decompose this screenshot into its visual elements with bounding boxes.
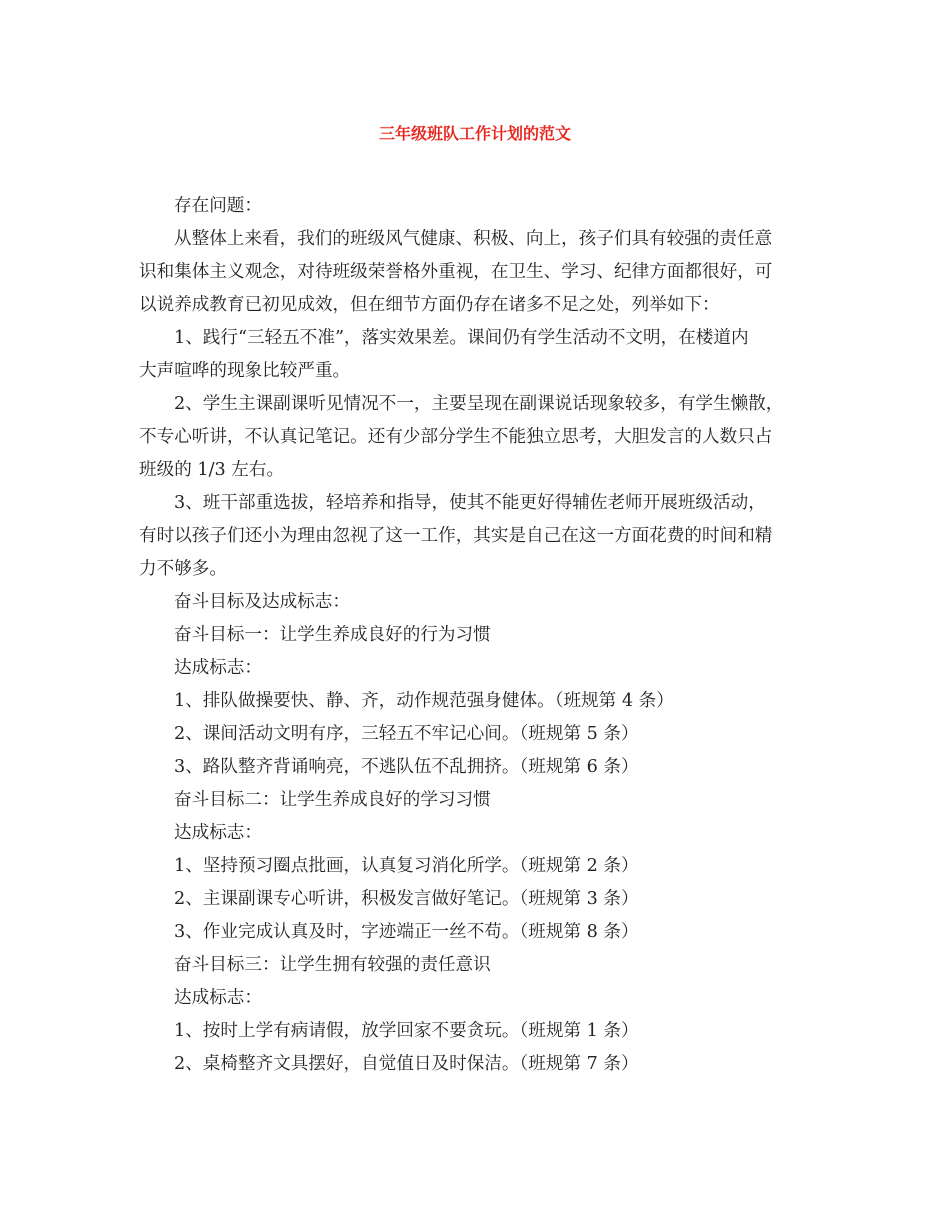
text-line: 存在问题： <box>174 196 262 216</box>
text-line: 有时以孩子们还小为理由忽视了这一工作，其实是自己在这一方面花费的时间和精 <box>139 526 773 546</box>
document-body <box>139 190 829 1081</box>
document-title: 三年级班队工作计划的范文 <box>378 124 571 143</box>
text-line: 不专心听讲，不认真记笔记。还有少部分学生不能独立思考，大胆发言的人数只占 <box>139 427 773 447</box>
text-line: 2、桌椅整齐文具摆好，自觉值日及时保洁。（班规第 7 条） <box>174 1054 639 1074</box>
text-line: 1、排队做操要快、静、齐，动作规范强身健体。（班规第 4 条） <box>174 691 674 711</box>
text-line: 1、践行“三轻五不准”，落实效果差。课间仍有学生活动不文明，在楼道内 <box>174 328 749 348</box>
text-line: 大声喧哗的现象比较严重。 <box>139 361 351 381</box>
text-line: 达成标志： <box>174 823 262 843</box>
text-line: 1、按时上学有病请假，放学回家不要贪玩。（班规第 1 条） <box>174 1021 639 1041</box>
text-line: 力不够多。 <box>139 559 227 579</box>
text-line: 3、班干部重选拔，轻培养和指导，使其不能更好得辅佐老师开展班级活动， <box>174 493 766 513</box>
text-line: 达成标志： <box>174 658 262 678</box>
text-line: 3、作业完成认真及时，字迹端正一丝不苟。（班规第 8 条） <box>174 922 639 942</box>
text-line: 达成标志： <box>174 988 262 1008</box>
text-line: 2、课间活动文明有序，三轻五不牢记心间。（班规第 5 条） <box>174 724 639 744</box>
text-line: 奋斗目标三：让学生拥有较强的责任意识 <box>174 955 491 975</box>
text-line: 班级的 1/3 左右。 <box>139 460 285 480</box>
text-line: 奋斗目标一：让学生养成良好的行为习惯 <box>174 625 491 645</box>
text-line: 2、学生主课副课听见情况不一，主要呈现在副课说话现象较多，有学生懒散， <box>174 394 784 414</box>
text-line: 识和集体主义观念，对待班级荣誉格外重视，在卫生、学习、纪律方面都很好，可 <box>139 262 773 282</box>
text-line: 以说养成教育已初见成效，但在细节方面仍存在诸多不足之处，列举如下： <box>139 295 720 315</box>
text-line: 1、坚持预习圈点批画，认真复习消化所学。（班规第 2 条） <box>174 856 639 876</box>
text-line: 奋斗目标二：让学生养成良好的学习习惯 <box>174 790 491 810</box>
text-line: 3、路队整齐背诵响亮，不逃队伍不乱拥挤。（班规第 6 条） <box>174 757 639 777</box>
text-line: 奋斗目标及达成标志： <box>174 592 350 612</box>
text-line: 从整体上来看，我们的班级风气健康、积极、向上，孩子们具有较强的责任意 <box>174 229 773 249</box>
text-line: 2、主课副课专心听讲，积极发言做好笔记。（班规第 3 条） <box>174 889 639 909</box>
